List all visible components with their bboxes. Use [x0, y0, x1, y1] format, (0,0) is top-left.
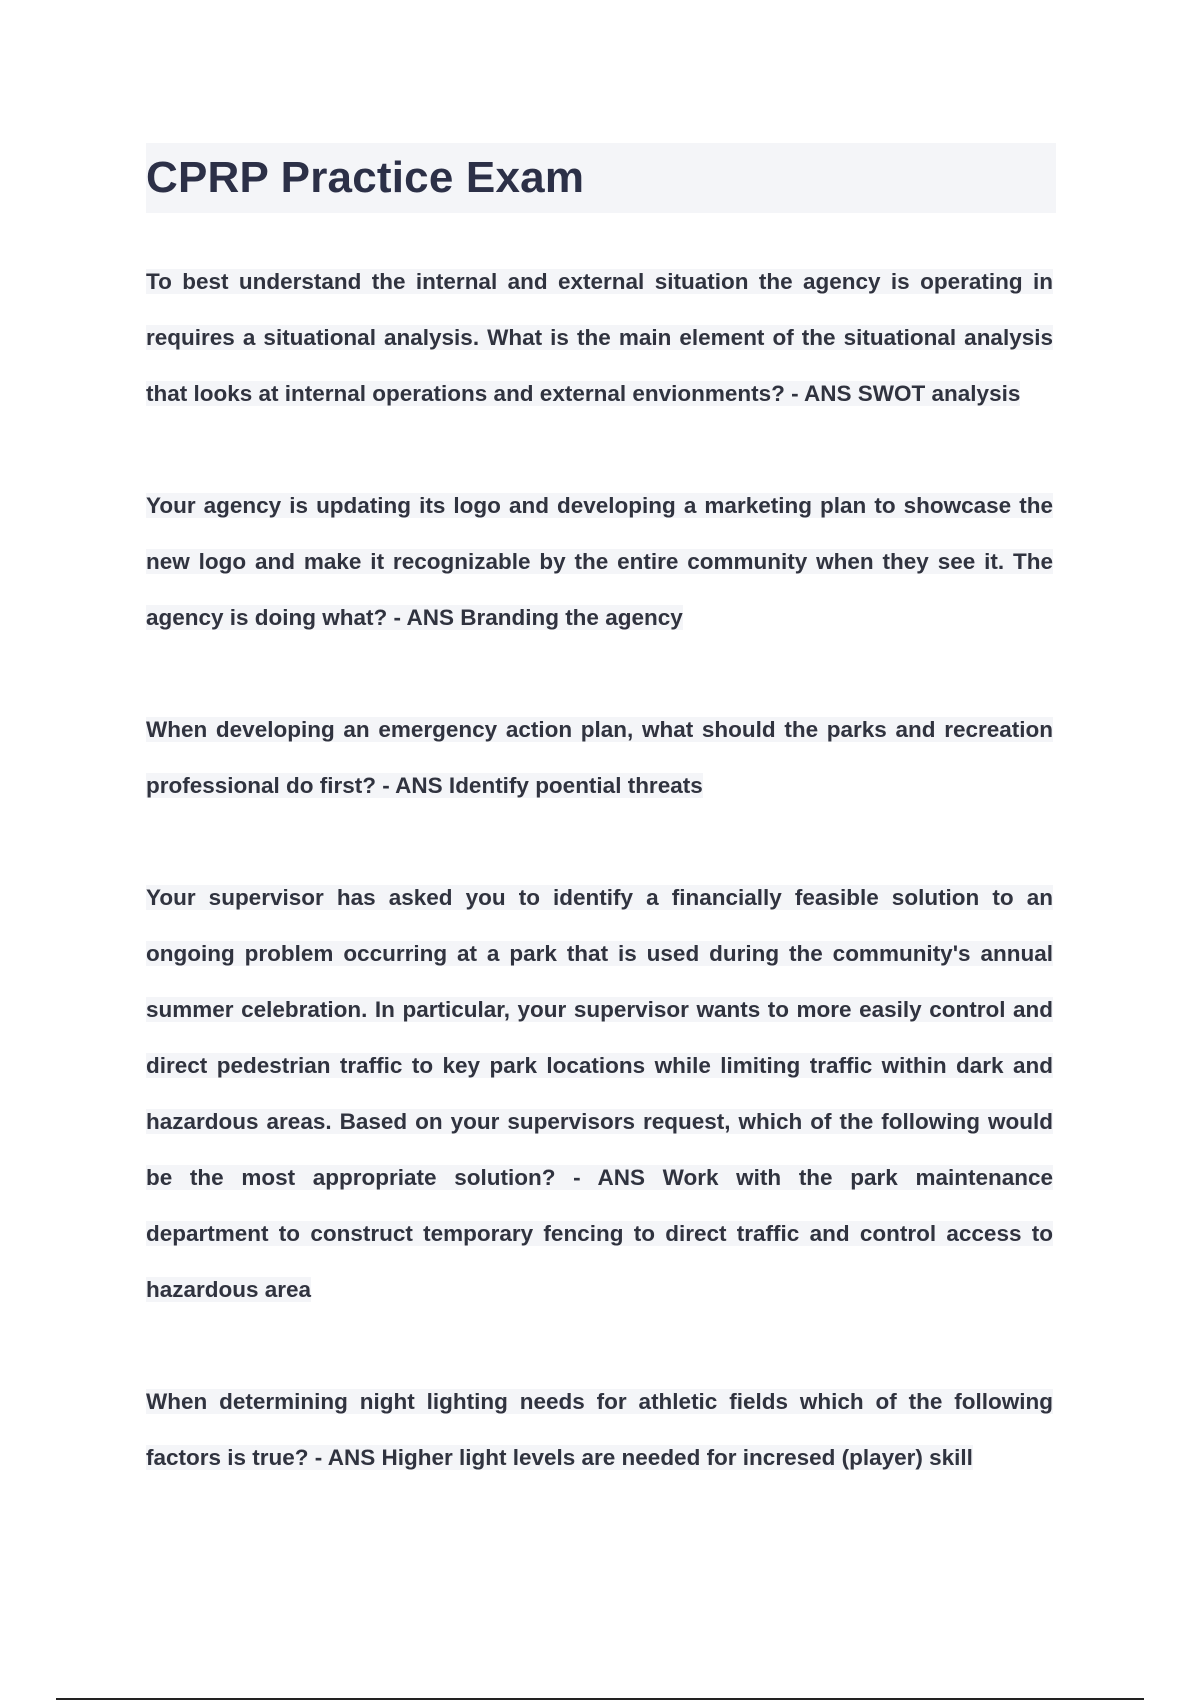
qa-item — [146, 254, 1053, 422]
qa-item-text: When developing an emergency action plan, what should the parks and recreation professional do first? - ANS Identify poential threats — [146, 717, 1053, 798]
qa-list — [146, 254, 1053, 1486]
qa-item-text: To best understand the internal and external situation the agency is operating in requires a situational analysis. What is the main element of the situational analysis that looks at internal operations and external envionments? - ANS SWOT analysis — [146, 269, 1053, 406]
qa-item-text: Your agency is updating its logo and developing a marketing plan to showcase the new logo and make it recognizable by the entire community when they see it. The agency is doing what? - ANS Branding the agency — [146, 493, 1053, 630]
qa-item-text: Your supervisor has asked you to identify a financially feasible solution to an ongoing problem occurring at a park that is used during the community's annual summer celebration. In particular, your supervisor wants to more easily control and direct pedestrian traffic to key park locations while limiting traffic within dark and hazardous areas. Based on your supervisors request, which of the following would be the most appropriate solution? - ANS Work with the park maintenance department to construct temporary fencing to direct traffic and control access to hazardous area — [146, 885, 1053, 1302]
qa-item — [146, 1374, 1053, 1486]
page-title-banner — [146, 143, 1056, 213]
qa-item — [146, 870, 1053, 1318]
qa-item-text: When determining night lighting needs for athletic fields which of the following factors is true? - ANS Higher light levels are needed for incresed (player) skill — [146, 1389, 1053, 1470]
page-title: CPRP Practice Exam — [146, 153, 585, 202]
qa-item — [146, 702, 1053, 814]
qa-item — [146, 478, 1053, 646]
